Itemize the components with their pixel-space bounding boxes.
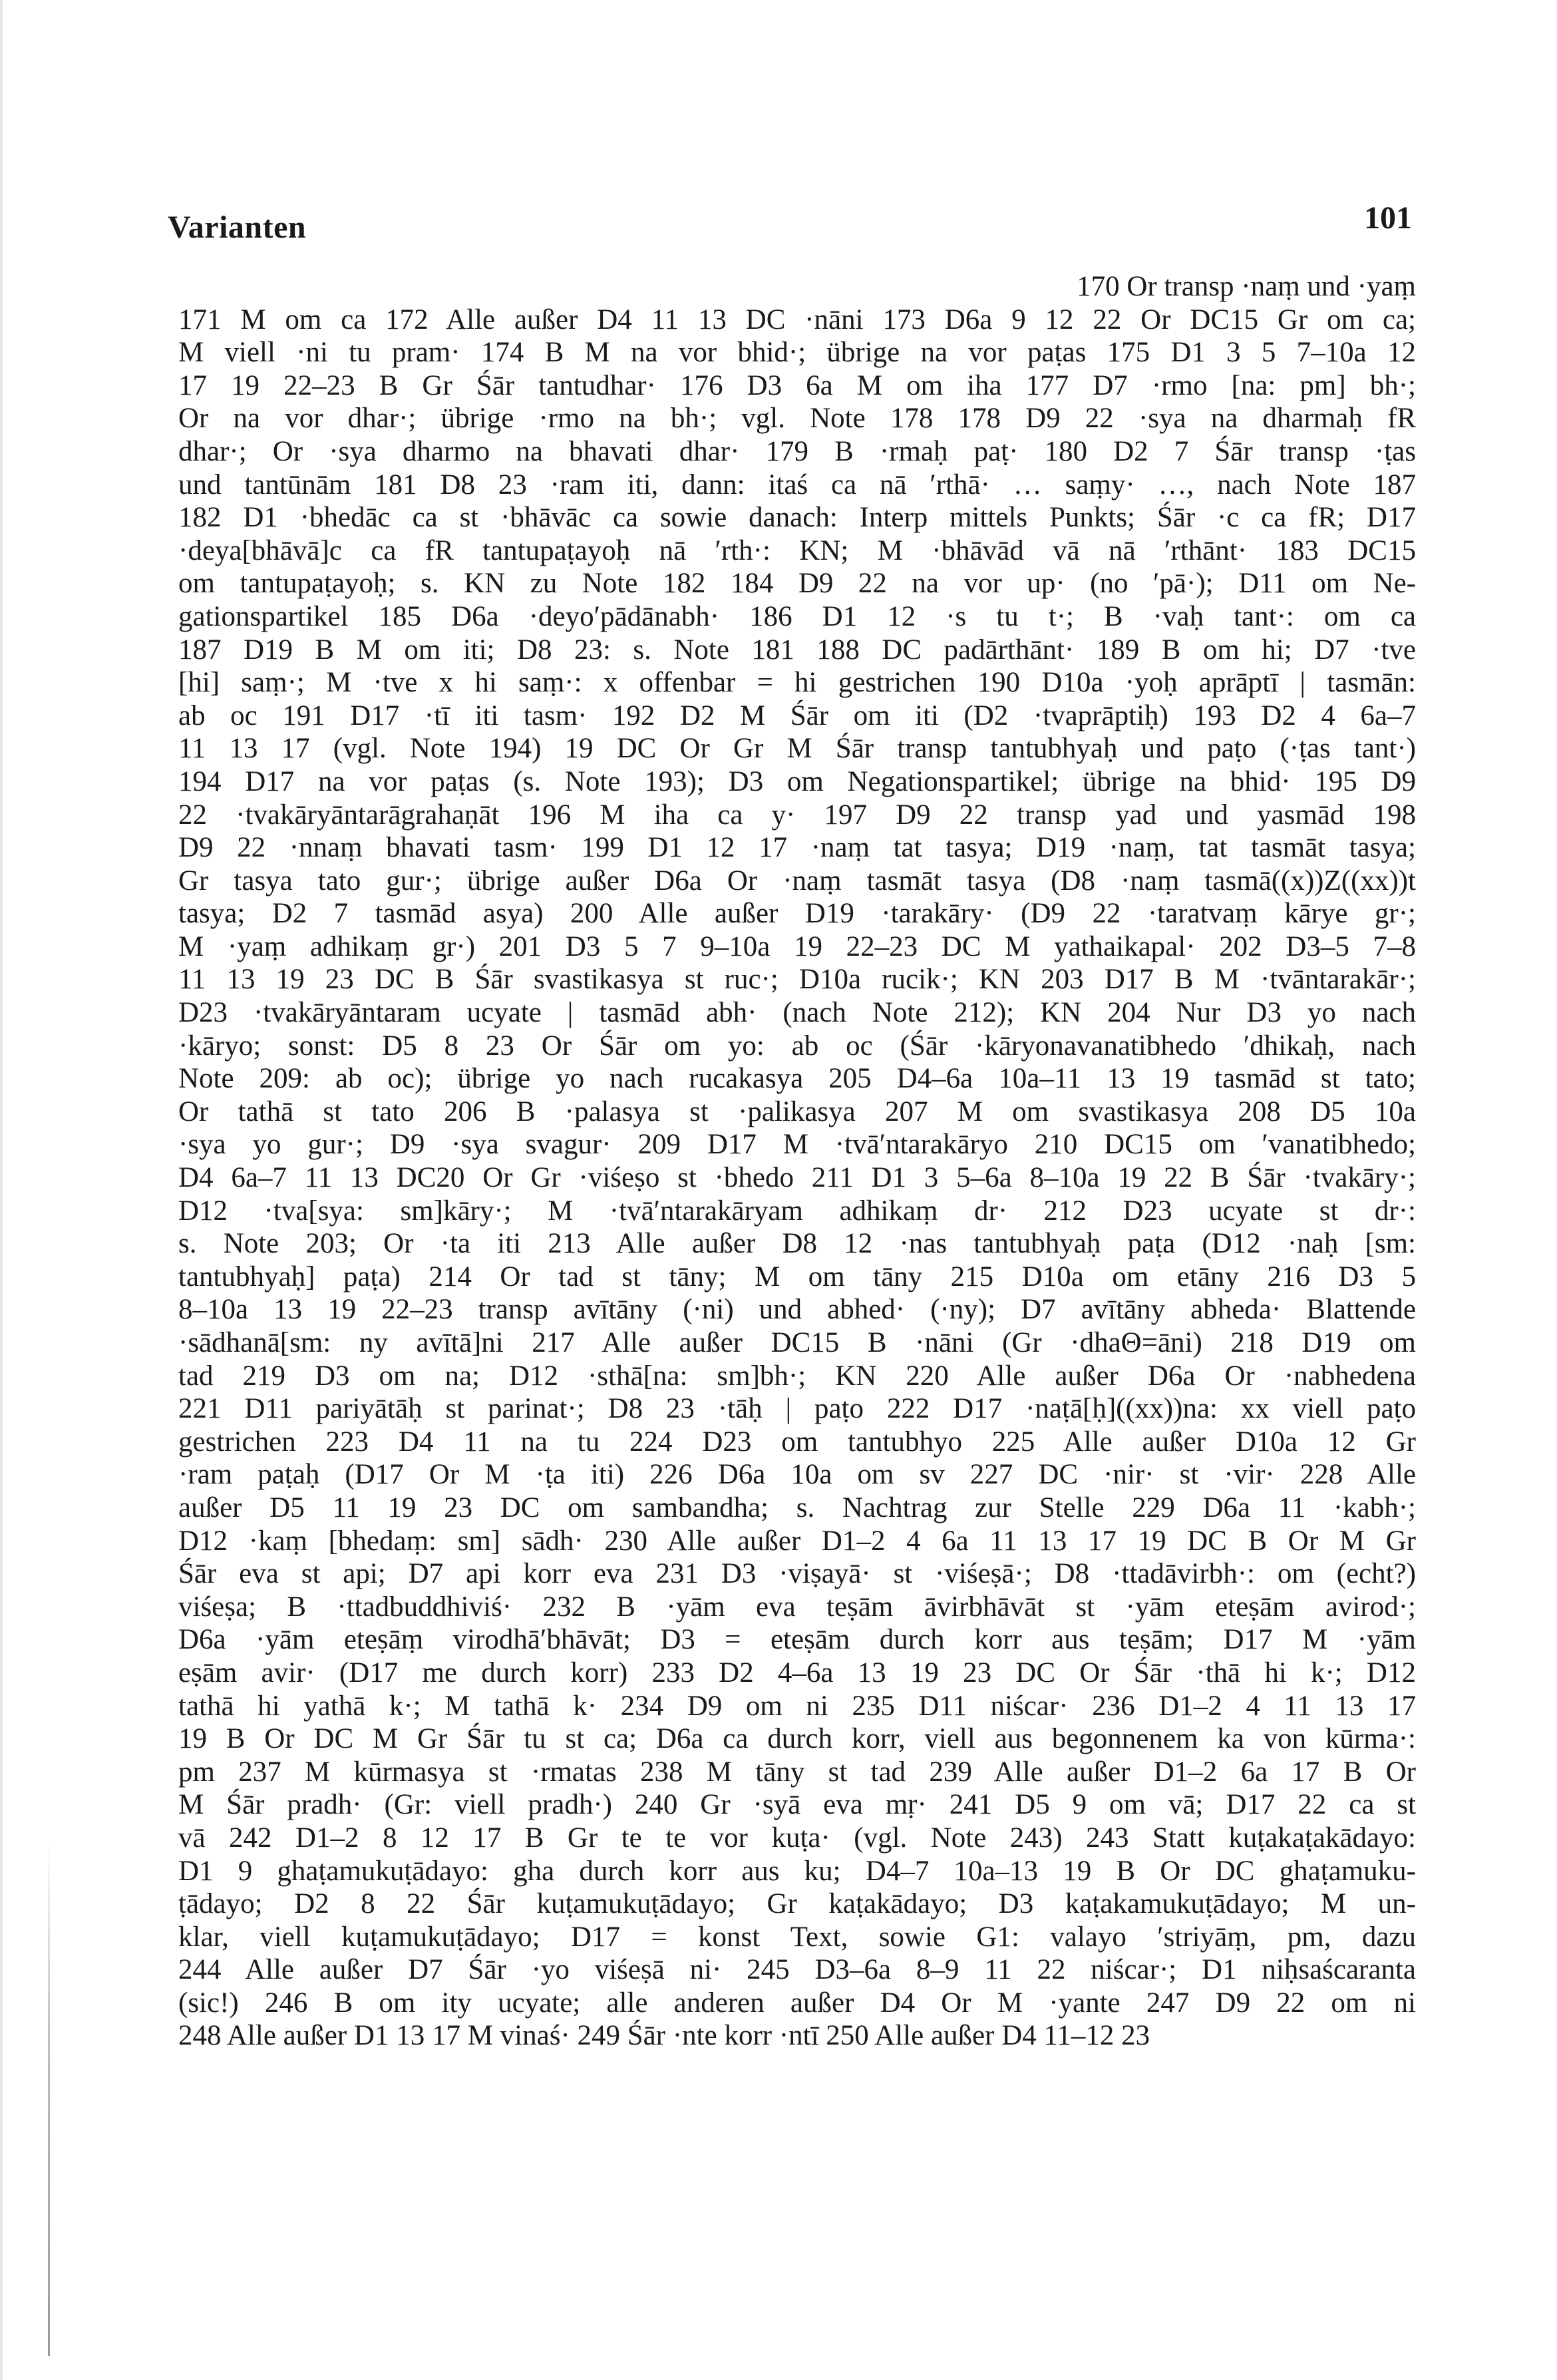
text-line: dhar·; Or ·sya dharmo na bhavati dhar· 179 B ·rmaḥ paṭ· 180 D2 7 Śār transp ·ṭas [178,435,1416,467]
text-line: (sic!) 246 B om ity ucyate; alle anderen außer D4 Or M ·yante 247 D9 22 om ni [178,1987,1416,2019]
text-line: 221 D11 pariyātāḥ st parinat·; D8 23 ·tāḥ | paṭo 222 D17 ·naṭā[ḥ]((xx))na: xx viell paṭo [178,1393,1416,1425]
text-line: 11 13 17 (vgl. Note 194) 19 DC Or Gr M Śār transp tantubhyaḥ und paṭo (·ṭas tant·) [178,733,1416,765]
text-line: D9 22 ·nnaṃ bhavati tasm· 199 D1 12 17 ·naṃ tat tasya; D19 ·naṃ, tat tasmāt tasya; [178,832,1416,864]
text-line: tathā hi yathā k·; M tathā k· 234 D9 om ni 235 D11 niścar· 236 D1–2 4 11 13 17 [178,1690,1416,1722]
text-line: 17 19 22–23 B Gr Śār tantudhar· 176 D3 6a M om iha 177 D7 ·rmo [na: pm] bh·; [178,369,1416,401]
page-number: 101 [1364,200,1412,236]
text-line: 244 Alle außer D7 Śār ·yo viśeṣā ni· 245 D3–6a 8–9 11 22 niścar·; D1 niḥsaścaranta [178,1954,1416,1986]
variant-notes [178,270,1416,2053]
text-line: klar, viell kuṭamukuṭādayo; D17 = konst Text, sowie G1: valayo ′striyāṃ, pm, dazu [178,1921,1416,1953]
text-line: gestrichen 223 D4 11 na tu 224 D23 om tantubhyo 225 Alle außer D10a 12 Gr [178,1426,1416,1458]
text-line: 187 D19 B M om iti; D8 23: s. Note 181 188 DC padārthānt· 189 B om hi; D7 ·tve [178,634,1416,666]
text-line: ·deya[bhāvā]c ca fR tantupaṭayoḥ nā ′rth·: KN; M ·bhāvād vā nā ′rthānt· 183 DC15 [178,534,1416,566]
text-line: eṣām avir· (D17 me durch korr) 233 D2 4–6a 13 19 23 DC Or Śār ·thā hi k·; D12 [178,1657,1416,1688]
text-line: ·kāryo; sonst: D5 8 23 Or Śār om yo: ab oc (Śār ·kāryonavanatibhedo ′dhikaḥ, nach [178,1030,1416,1062]
spine-shadow [48,1837,50,2356]
text-line: 171 M om ca 172 Alle außer D4 11 13 DC ·nāni 173 D6a 9 12 22 Or DC15 Gr om ca; [178,303,1416,335]
text-line: s. Note 203; Or ·ta iti 213 Alle außer D8 12 ·nas tantubhyaḥ paṭa (D12 ·naḥ [sm: [178,1228,1416,1260]
text-line: D1 9 ghaṭamukuṭādayo: gha durch korr aus ku; D4–7 10a–13 19 B Or DC ghaṭamuku- [178,1855,1416,1887]
text-line: ·sya yo gur·; D9 ·sya svagur· 209 D17 M ·tvā′ntarakāryo 210 DC15 om ′vanatibhedo; [178,1129,1416,1161]
text-line: ab oc 191 D17 ·tī iti tasm· 192 D2 M Śār om iti (D2 ·tvaprāptiḥ) 193 D2 4 6a–7 [178,699,1416,731]
text-line: viśeṣa; B ·ttadbuddhiviś· 232 B ·yām eva teṣām āvirbhāvāt st ·yām eteṣām avirod·; [178,1591,1416,1623]
scan-edge [0,0,3,2380]
text-line: [hi] saṃ·; M ·tve x hi saṃ·: x offenbar = hi gestrichen 190 D10a ·yoḥ aprāptī | tasmān: [178,667,1416,699]
text-line: 248 Alle außer D1 13 17 M vinaś· 249 Śār ·nte korr ·ntī 250 Alle außer D4 11–12 23 [178,2020,1150,2052]
text-line: Or na vor dhar·; übrige ·rmo na bh·; vgl. Note 178 178 D9 22 ·sya na dharmaḥ fR [178,403,1416,435]
text-line: 11 13 19 23 DC B Śār svastikasya st ruc·; D10a rucik·; KN 203 D17 B M ·tvāntarakār·; [178,964,1416,996]
text-line: D23 ·tvakāryāntaram ucyate | tasmād abh· (nach Note 212); KN 204 Nur D3 yo nach [178,997,1416,1029]
text-line: 170 Or transp ·naṃ und ·yaṃ [1077,271,1416,302]
text-line: M Śār pradh· (Gr: viell pradh·) 240 Gr ·syā eva mṛ· 241 D5 9 om vā; D17 22 ca st [178,1789,1416,1821]
text-line: D6a ·yām eteṣāṃ virodhā′bhāvāt; D3 = eteṣām durch korr aus teṣām; D17 M ·yām [178,1624,1416,1656]
text-line: Or tathā st tato 206 B ·palasya st ·palikasya 207 M om svastikasya 208 D5 10a [178,1095,1416,1127]
text-line: Śār eva st api; D7 api korr eva 231 D3 ·viṣayā· st ·viśeṣā·; D8 ·ttadāvirbh·: om (echt?) [178,1558,1416,1590]
text-line: tad 219 D3 om na; D12 ·sthā[na: sm]bh·; KN 220 Alle außer D6a Or ·nabhedena [178,1360,1416,1392]
text-line: tantubhyaḥ] paṭa) 214 Or tad st tāny; M om tāny 215 D10a om etāny 216 D3 5 [178,1261,1416,1292]
text-line: gationspartikel 185 D6a ·deyo′pādānabh· 186 D1 12 ·s tu t·; B ·vaḥ tant·: om ca [178,600,1416,632]
text-line: 8–10a 13 19 22–23 transp avītāny (·ni) und abhed· (·ny); D7 avītāny abheda· Blattende [178,1294,1416,1326]
text-line: ·ram paṭaḥ (D17 Or M ·ṭa iti) 226 D6a 10a om sv 227 DC ·nir· st ·vir· 228 Alle [178,1459,1416,1491]
text-line: Note 209: ab oc); übrige yo nach rucakasya 205 D4–6a 10a–11 13 19 tasmād st tato; [178,1063,1416,1095]
text-line: und tantūnām 181 D8 23 ·ram iti, dann: itaś ca nā ′rthā· … saṃy· …, nach Note 187 [178,469,1416,500]
text-line: om tantupaṭayoḥ; s. KN zu Note 182 184 D9 22 na vor up· (no ′pā·); D11 om Ne- [178,568,1416,600]
text-line: 182 D1 ·bhedāc ca st ·bhāvāc ca sowie danach: Interp mittels Punkts; Śār ·c ca fR; D17 [178,502,1416,534]
text-line: M ·yaṃ adhikaṃ gr·) 201 D3 5 7 9–10a 19 22–23 DC M yathaikapal· 202 D3–5 7–8 [178,930,1416,962]
page-header [168,200,1412,260]
text-line: 194 D17 na vor paṭas (s. Note 193); D3 om Negationspartikel; übrige na bhid· 195 D9 [178,765,1416,797]
text-line: ṭādayo; D2 8 22 Śār kuṭamukuṭādayo; Gr kaṭakādayo; D3 kaṭakamukuṭādayo; M un- [178,1888,1416,1920]
text-line: Gr tasya tato gur·; übrige außer D6a Or ·naṃ tasmāt tasya (D8 ·naṃ tasmā((x))Z((xx))t [178,865,1416,896]
text-line: 22 ·tvakāryāntarāgrahaṇāt 196 M iha ca y· 197 D9 22 transp yad und yasmād 198 [178,799,1416,831]
text-line: D12 ·kaṃ [bhedaṃ: sm] sādh· 230 Alle außer D1–2 4 6a 11 13 17 19 DC B Or M Gr [178,1525,1416,1557]
text-line: tasya; D2 7 tasmād asya) 200 Alle außer D19 ·tarakāry· (D9 22 ·taratvaṃ kārye gr·; [178,898,1416,930]
running-head: Varianten [168,210,307,245]
text-line: D12 ·tva[sya: sm]kāry·; M ·tvā′ntarakāryam adhikaṃ dr· 212 D23 ucyate st dr·: [178,1195,1416,1227]
text-line: vā 242 D1–2 8 12 17 B Gr te te vor kuṭa· (vgl. Note 243) 243 Statt kuṭakaṭakādayo: [178,1822,1416,1854]
text-line: 19 B Or DC M Gr Śār tu st ca; D6a ca durch korr, viell aus begonnenem ka von kūrma·: [178,1723,1416,1755]
text-line: ·sādhanā[sm: ny avītā]ni 217 Alle außer DC15 B ·nāni (Gr ·dhaΘ=āni) 218 D19 om [178,1327,1416,1358]
text-line: D4 6a–7 11 13 DC20 Or Gr ·viśeṣo st ·bhedo 211 D1 3 5–6a 8–10a 19 22 B Śār ·tvakāry·; [178,1162,1416,1194]
text-line: außer D5 11 19 23 DC om sambandha; s. Nachtrag zur Stelle 229 D6a 11 ·kabh·; [178,1491,1416,1523]
text-line: pm 237 M kūrmasya st ·rmatas 238 M tāny st tad 239 Alle außer D1–2 6a 17 B Or [178,1756,1416,1788]
text-line: M viell ·ni tu pram· 174 B M na vor bhid·; übrige na vor paṭas 175 D1 3 5 7–10a 12 [178,337,1416,369]
